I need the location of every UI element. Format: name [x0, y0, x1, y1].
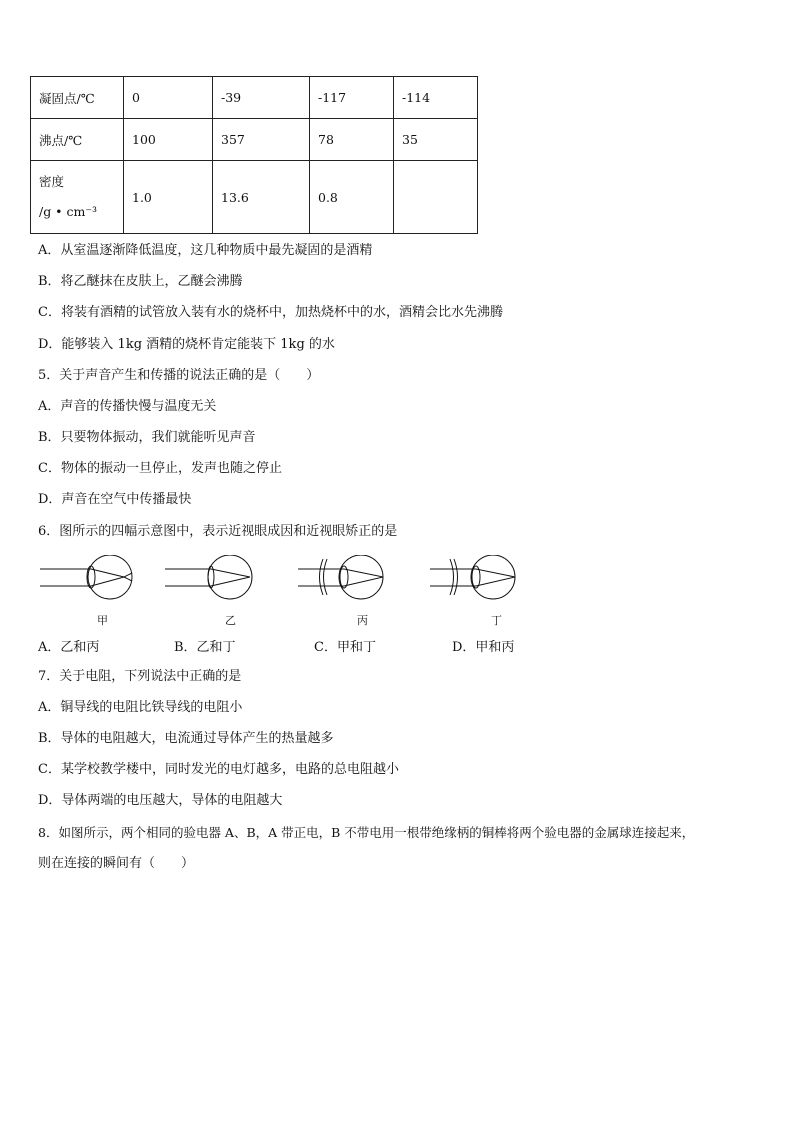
q6-option-c: C．甲和丁 — [314, 640, 376, 655]
table-cell: -39 — [213, 77, 310, 119]
q6-option-a: A．乙和丙 — [38, 640, 100, 655]
table-cell: 100 — [124, 119, 213, 161]
row-label: 沸点/℃ — [31, 119, 124, 161]
q6-option-b: B．乙和丁 — [174, 640, 236, 655]
q5-option-a: A．声音的传播快慢与温度无关 — [38, 399, 217, 414]
q7-option-c: C．某学校教学楼中，同时发光的电灯越多，电路的总电阻越小 — [38, 762, 399, 777]
q6-stem: 6．图所示的四幅示意图中，表示近视眼成因和近视眼矫正的是 — [38, 524, 398, 539]
q7-option-b: B．导体的电阻越大，电流通过导体产生的热量越多 — [38, 731, 334, 746]
q7-option-a: A．铜导线的电阻比铁导线的电阻小 — [38, 700, 243, 715]
properties-table — [30, 76, 478, 234]
q4-option-c: C．将装有酒精的试管放入装有水的烧杯中，加热烧杯中的水，酒精会比水先沸腾 — [38, 305, 503, 320]
table-cell: 78 — [310, 119, 394, 161]
table-cell: 0.8 — [310, 161, 394, 234]
table-row — [31, 77, 478, 119]
table-cell: 357 — [213, 119, 310, 161]
q4-option-d: D．能够装入 1kg 酒精的烧杯肯定能装下 1kg 的水 — [38, 337, 335, 352]
q4-option-b: B．将乙醚抹在皮肤上，乙醚会沸腾 — [38, 274, 243, 289]
table-cell: 13.6 — [213, 161, 310, 234]
fig-label-jia: 甲 — [97, 614, 108, 627]
density-label-line2: /g • cm⁻³ — [39, 204, 97, 219]
table-cell — [394, 161, 478, 234]
table-cell: 0 — [124, 77, 213, 119]
table-cell: -114 — [394, 77, 478, 119]
q5-option-b: B．只要物体振动，我们就能听见声音 — [38, 430, 256, 445]
row-label — [31, 161, 124, 234]
eye-diagram-yi — [165, 555, 252, 599]
q5-option-d: D．声音在空气中传播最快 — [38, 492, 192, 507]
fig-label-bing: 丙 — [357, 614, 368, 627]
density-label-line1: 密度 — [39, 174, 65, 189]
table-cell: 1.0 — [124, 161, 213, 234]
eye-diagram-ding — [430, 555, 515, 599]
fig-label-yi: 乙 — [225, 614, 236, 627]
q5-stem: 5．关于声音产生和传播的说法正确的是（ ） — [38, 368, 320, 383]
row-label: 凝固点/℃ — [31, 77, 124, 119]
q7-stem: 7．关于电阻，下列说法中正确的是 — [38, 669, 242, 684]
q8-stem-line2: 则在连接的瞬间有（ ） — [38, 856, 195, 871]
fig-label-ding: 丁 — [491, 614, 502, 627]
eye-diagram-jia — [40, 555, 132, 599]
q7-option-d: D．导体两端的电压越大，导体的电阻越大 — [38, 793, 283, 808]
q5-option-c: C．物体的振动一旦停止，发声也随之停止 — [38, 461, 282, 476]
table-row — [31, 119, 478, 161]
eye-diagram-bing — [298, 555, 383, 599]
eye-diagrams-figure — [40, 555, 540, 627]
q6-option-d: D．甲和丙 — [452, 640, 515, 655]
table-cell: 35 — [394, 119, 478, 161]
table-row — [31, 161, 478, 234]
q8-stem-line1: 8．如图所示，两个相同的验电器 A、B，A 带正电，B 不带电用一根带绝缘柄的铜棒将两个验电器的金属球连接起来， — [38, 825, 695, 840]
table-cell: -117 — [310, 77, 394, 119]
q4-option-a: A．从室温逐渐降低温度，这几种物质中最先凝固的是酒精 — [38, 243, 373, 258]
